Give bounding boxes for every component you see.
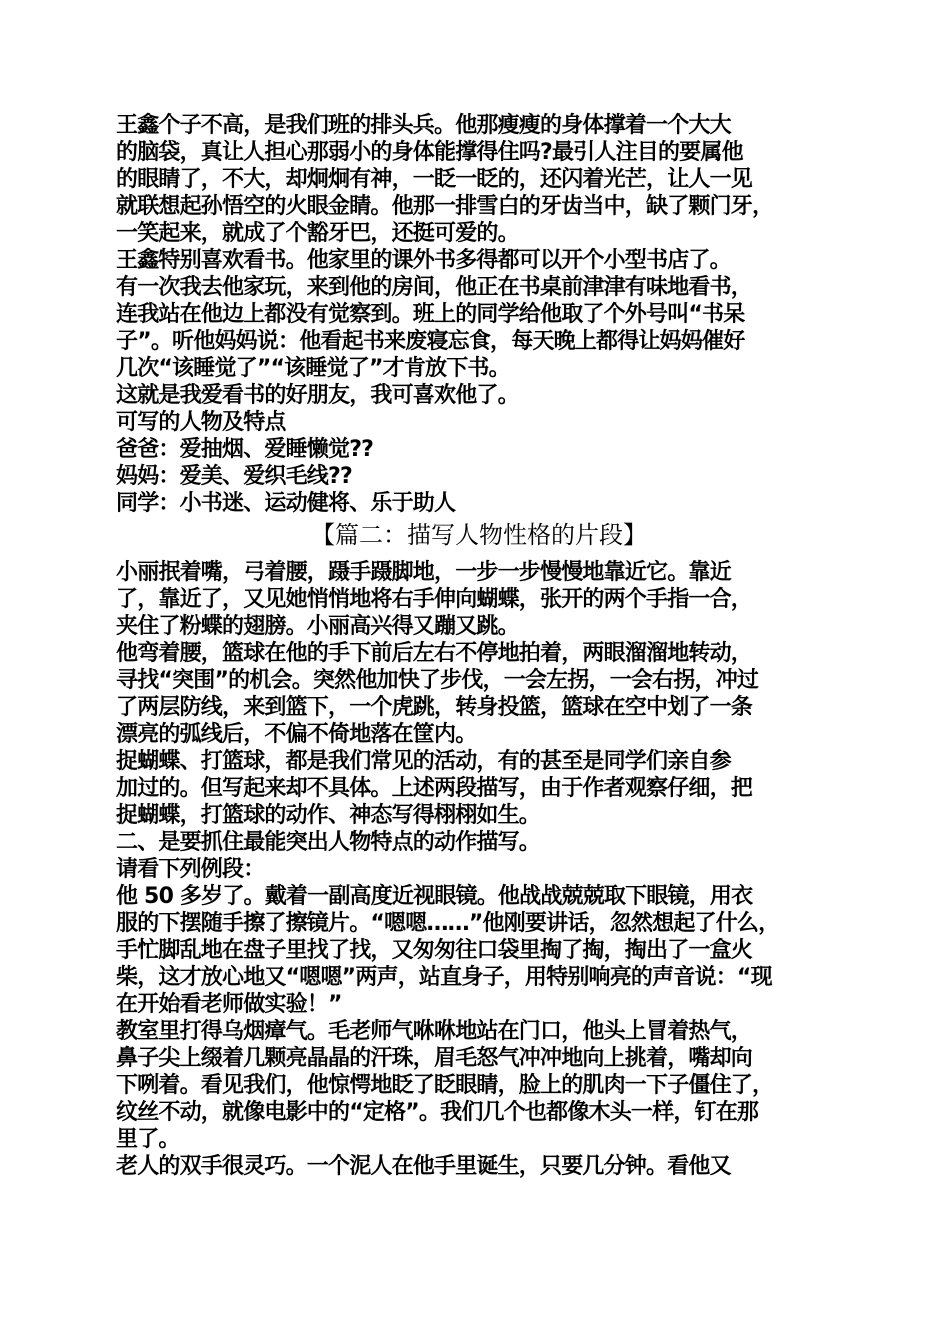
text-line: 捉蝴蝶、打篮球，都是我们常见的活动，有的甚至是同学们亲自参 — [116, 749, 731, 774]
text-line: 二、是要抓住最能突出人物特点的动作描写。 — [116, 830, 541, 855]
text-line: 一笑起来，就成了个豁牙巴，还挺可爱的。 — [116, 221, 519, 246]
text-line: 老人的双手很灵巧。一个泥人在他手里诞生，只要几分钟。看他又 — [116, 1154, 731, 1179]
text-line: 王鑫个子不高，是我们班的排头兵。他那瘦瘦的身体撑着一个大大 — [116, 113, 731, 138]
section-one — [116, 112, 842, 517]
text-line: 这就是我爱看书的好朋友，我可喜欢他了。 — [116, 383, 519, 408]
section-heading: 【篇二：描写人物性格的片段】 — [311, 521, 647, 549]
text-line: 小丽抿着嘴，弓着腰，蹑手蹑脚地，一步一步慢慢地靠近它。靠近 — [116, 560, 731, 585]
text-line: 爸爸：爱抽烟、爱睡懒觉?? — [116, 437, 374, 462]
text-line: 里了。 — [116, 1127, 180, 1152]
text-line: 寻找“突围”的机会。突然他加快了步伐，一会左拐，一会右拐，冲过 — [116, 668, 759, 693]
text-line: 就联想起孙悟空的火眼金睛。他那一排雪白的牙齿当中，缺了颗门牙， — [116, 194, 774, 219]
text-line: 夹住了粉蝶的翅膀。小丽高兴得又蹦又跳。 — [116, 614, 519, 639]
text-line: 他弯着腰，篮球在他的手下前后左右不停地拍着，两眼溜溜地转动， — [116, 641, 753, 666]
text-line: 同学：小书迷、运动健将、乐于助人 — [116, 491, 456, 516]
text-line: 纹丝不动，就像电影中的“定格”。我们几个也都像木头一样，钉在那 — [116, 1100, 759, 1125]
text-line: 妈妈：爱美、爱织毛线?? — [116, 464, 352, 489]
text-line: 了两层防线，来到篮下，一个虎跳，转身投篮，篮球在空中划了一条 — [116, 695, 753, 720]
text-line: 请看下列例段： — [116, 857, 265, 882]
text-line: 他 50 多岁了。戴着一副高度近视眼镜。他战战兢兢取下眼镜，用衣 — [116, 884, 753, 909]
text-line: 的眼睛了，不大，却炯炯有神，一眨一眨的，还闪着光芒，让人一见 — [116, 167, 753, 192]
text-line: 捉蝴蝶，打篮球的动作、神态写得栩栩如生。 — [116, 803, 541, 828]
text-line: 几次“该睡觉了”“该睡觉了”才肯放下书。 — [116, 356, 510, 381]
text-line: 了，靠近了，又见她悄悄地将右手伸向蝴蝶，张开的两个手指一合， — [116, 587, 753, 612]
text-line: 教室里打得乌烟瘴气。毛老师气咻咻地站在门口，他头上冒着热气， — [116, 1019, 753, 1044]
section-two — [116, 559, 842, 1180]
text-line: 有一次我去他家玩，来到他的房间，他正在书桌前津津有味地看书， — [116, 275, 753, 300]
text-line: 服的下摆随手擦了擦镜片。“嗯嗯……”他刚要讲话，忽然想起了什么， — [116, 911, 780, 936]
text-line: 子”。听他妈妈说：他看起书来废寝忘食，每天晚上都得让妈妈催好 — [116, 329, 745, 354]
text-line: 在开始看老师做实验！” — [116, 992, 342, 1017]
text-line: 手忙脚乱地在盘子里找了找，又匆匆往口袋里掏了掏，掏出了一盒火 — [116, 938, 753, 963]
text-line: 下咧着。看见我们，他惊愕地眨了眨眼睛，脸上的肌肉一下子僵住了， — [116, 1073, 774, 1098]
text-line: 柴，这才放心地又“嗯嗯”两声，站直身子，用特别响亮的声音说：“现 — [116, 965, 772, 990]
text-line: 连我站在他边上都没有觉察到。班上的同学给他取了个外号叫“书呆 — [116, 302, 745, 327]
text-line: 可写的人物及特点 — [116, 410, 286, 435]
text-line: 王鑫特别喜欢看书。他家里的课外书多得都可以开个小型书店了。 — [116, 248, 731, 273]
document-page — [116, 112, 842, 1180]
text-line: 加过的。但写起来却不具体。上述两段描写，由于作者观察仔细，把 — [116, 776, 753, 801]
text-line: 的脑袋，真让人担心那弱小的身体能撑得住吗?最引人注目的要属他 — [116, 140, 743, 165]
text-line: 鼻子尖上缀着几颗亮晶晶的汗珠，眉毛怒气冲冲地向上挑着，嘴却向 — [116, 1046, 753, 1071]
text-line: 漂亮的弧线后，不偏不倚地落在筐内。 — [116, 722, 477, 747]
